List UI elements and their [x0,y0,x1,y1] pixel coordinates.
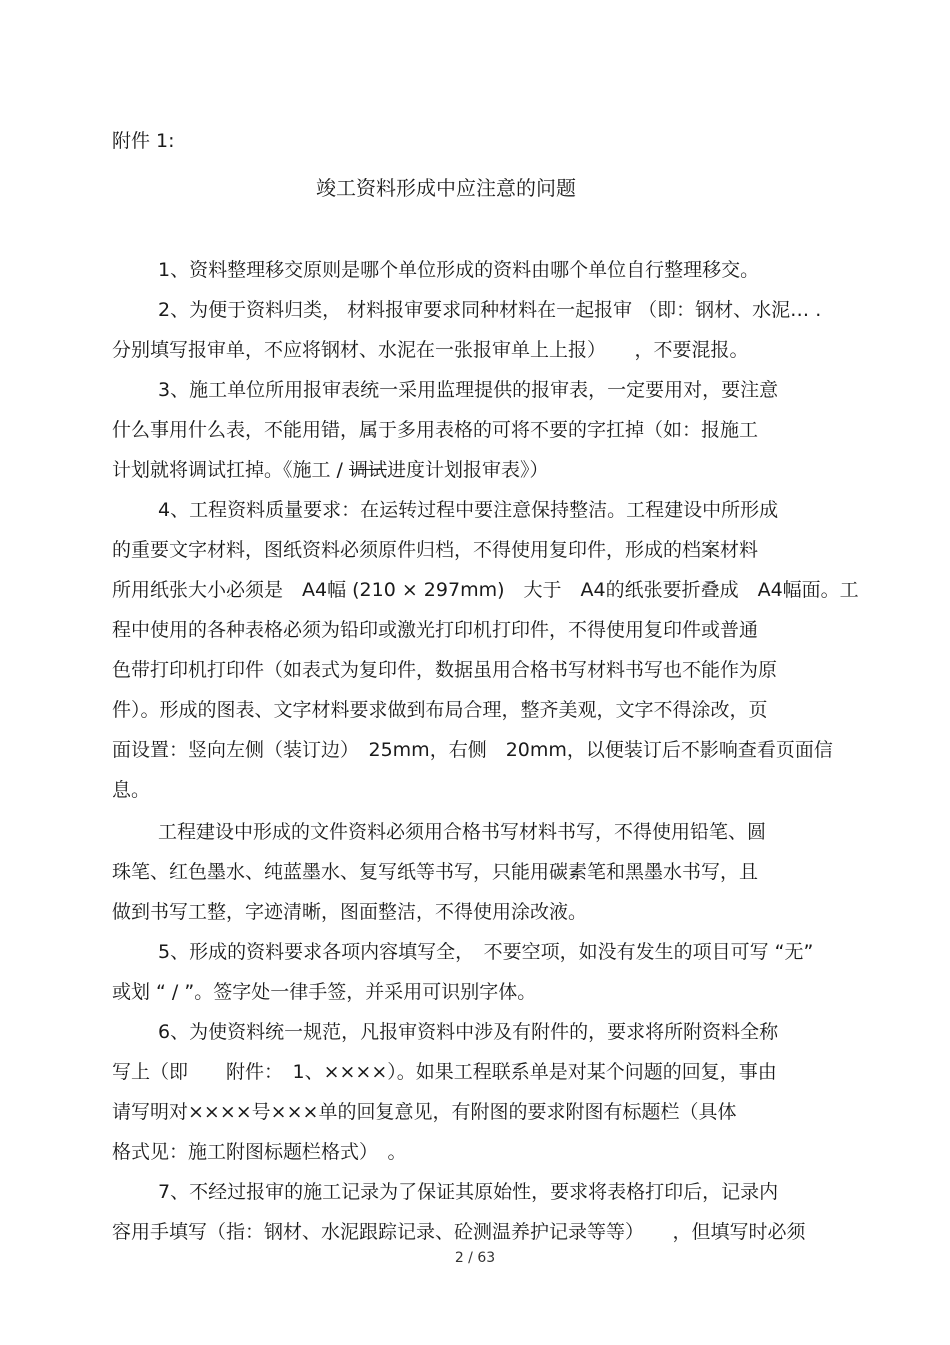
paragraph-line: 什么事用什么表，不能用错，属于多用表格的可将不要的字扛掉（如：报施工 [112,419,759,441]
paragraph-line: 2、为便于资料归类， 材料报审要求同种材料在一起报审 （即：钢材、水泥… . [158,299,822,321]
paragraph-line: 的重要文字材料，图纸资料必须原件归档，不得使用复印件，形成的档案材料 [112,539,759,561]
paragraph-line: 息。 [112,779,151,801]
attachment-label: 附件 1: [112,130,175,152]
paragraph-line: 容用手填写（指：钢材、水泥跟踪记录、砼测温养护记录等等） ，但填写时必须 [112,1221,806,1243]
paragraph-line: 或划 “ / ”。签字处一律手签，并采用可识别字体。 [112,981,537,1003]
paragraph-line: 4、工程资料质量要求：在运转过程中要注意保持整洁。工程建设中所形成 [158,499,779,521]
paragraph-line: 格式见：施工附图标题栏格式） 。 [112,1141,407,1163]
paragraph-line: 请写明对××××号×××单的回复意见，有附图的要求附图有标题栏（具体 [112,1101,737,1123]
paragraph-line: 分别填写报审单，不应将钢材、水泥在一张报审单上上报） ，不要混报。 [112,339,749,361]
paragraph-line: 做到书写工整，字迹清晰，图面整洁，不得使用涂改液。 [112,901,588,923]
paragraph-line: 1、资料整理移交原则是哪个单位形成的资料由哪个单位自行整理移交。 [158,259,760,281]
paragraph-line: 面设置：竖向左侧（装订边） 25mm，右侧 20mm，以便装订后不影响查看页面信 [112,739,833,761]
paragraph-line: 5、形成的资料要求各项内容填写全， 不要空项，如没有发生的项目可写 “无” [158,941,814,963]
document-title: 竣工资料形成中应注意的问题 [316,176,576,200]
paragraph-line: 珠笔、红色墨水、纯蓝墨水、复写纸等书写，只能用碳素笔和黑墨水书写，且 [112,861,759,883]
paragraph-line: 程中使用的各种表格必须为铅印或激光打印机打印件，不得使用复印件或普通 [112,619,759,641]
paragraph-line: 7、不经过报审的施工记录为了保证其原始性，要求将表格打印后，记录内 [158,1181,779,1203]
paragraph-line: 所用纸张大小必须是 A4幅 (210 × 297mm) 大于 A4的纸张要折叠成 A4幅面。工 [112,579,859,601]
paragraph-line: 色带打印机打印件（如表式为复印件，数据虽用合格书写材料书写也不能作为原 [112,659,778,681]
text-segment: 进度计划报审表》） [387,459,549,481]
struck-text: 调试 [348,459,387,481]
paragraph-line: 工程建设中形成的文件资料必须用合格书写材料书写，不得使用铅笔、圆 [158,821,767,843]
paragraph-line: 3、施工单位所用报审表统一采用监理提供的报审表，一定要用对，要注意 [158,379,779,401]
paragraph-line: 写上（即 附件： 1、××××）。如果工程联系单是对某个问题的回复，事由 [112,1061,777,1083]
paragraph-line: 件）。形成的图表、文字材料要求做到布局合理，整齐美观，文字不得涂改，页 [112,699,768,721]
paragraph-line [112,457,549,483]
page-number: 2 / 63 [454,1250,496,1266]
paragraph-line: 6、为使资料统一规范，凡报审资料中涉及有附件的，要求将所附资料全称 [158,1021,779,1043]
text-segment: 计划就将调试扛掉。《施工 / [112,459,349,481]
